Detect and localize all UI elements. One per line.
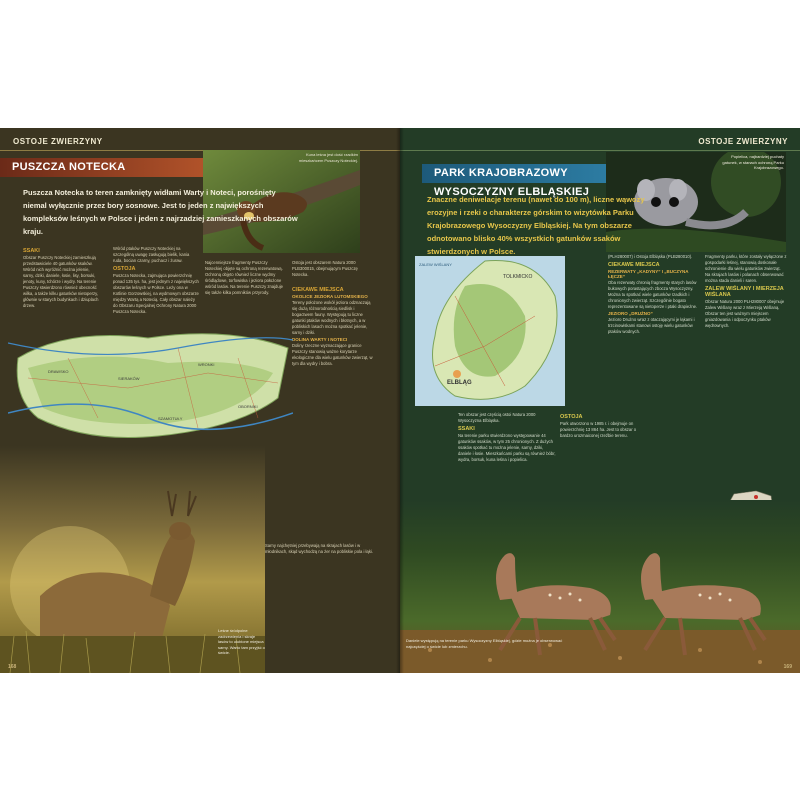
paragraph: Jezioro Drużno wraz z otaczającymi je łąkami i trzcinowiskami stanowi ostoję wielu gatunków ptaków wodnych. bbox=[608, 317, 695, 334]
paragraph: Ten obszar jest częścią ostoi Natura 2000 Wysoczyzna Elbląska. bbox=[458, 412, 536, 423]
fallow-deer-caption: Daniele występują na terenie parku Wysoczyzny Elbląskiej, gdzie można je obserwować najczęściej o świcie lub zmierzchu. bbox=[406, 638, 563, 649]
lead-paragraph-right: Znaczne deniwelacje terenu (nawet do 100 m), liczne wąwozy erozyjne i rzeki o charakterze górskim to wizytówka Parku Krajobrazowego Wysoczyzny Elbląskiej. Na tym obszarze odnotowano blisko 40% wszystkich gatunków ssaków stwierdzonych w Polsce. bbox=[427, 195, 645, 256]
text-column-5 bbox=[265, 543, 375, 653]
map-label: WRONKI bbox=[198, 362, 215, 367]
paragraph: Na terenie parku stwierdzono występowanie 44 gatunków ssaków, w tym 25 chronionych. Z dużych ssaków spotkać tu można jelenie, sarny, dziki, daniele i łosie. Mieszkańcami parku są również bóbr, wydra, borsuk, kuna leśna i popielica. bbox=[458, 433, 556, 462]
city-marker bbox=[453, 370, 461, 378]
paragraph: Oba rezerwaty chronią fragmenty starych lasów bukowych porastających zbocza Wysoczyzny. Można tu spotkać wiele gatunków rzadkich i chronionych zwierząt. Szczególnie bogato reprezentowane są nietoperze i ptaki drapieżne. bbox=[608, 280, 698, 309]
page-number-left: 168 bbox=[8, 664, 17, 670]
location-marker bbox=[754, 495, 758, 499]
map-label: ZALEW WIŚLANY bbox=[419, 262, 452, 267]
paragraph: (PLH280007) i Ostoja Elbląska (PLB280010). bbox=[608, 254, 693, 259]
map-label: DRAWSKO bbox=[48, 369, 69, 374]
map-label: OBORNIKI bbox=[238, 404, 258, 409]
map-label: ELBLĄG bbox=[447, 380, 472, 386]
page-number-right: 169 bbox=[783, 664, 792, 670]
subheading-zalew: ZALEW WIŚLANY I MIERZEJA WIŚLANA bbox=[705, 286, 784, 298]
text-column-3 bbox=[205, 260, 285, 310]
map-puszcza-notecka bbox=[8, 318, 293, 448]
map-label: SIERAKÓW bbox=[118, 376, 140, 381]
subheading-ostoja: OSTOJA bbox=[113, 266, 136, 272]
map-wysoczyzna-elblaska bbox=[415, 256, 565, 406]
paragraph: Najcenniejsze fragmenty Puszczy Noteckiej objęte są ochroną rezerwatową. Ochroną objęto również liczne wydmy śródlądowe, torfowiska i jeziora położone wśród lasów. Na terenie Puszczy znajduje się także kilka pomników przyrody. bbox=[205, 260, 283, 295]
section-label-right: OSTOJE ZWIERZYNY bbox=[698, 137, 788, 146]
right-page bbox=[400, 128, 800, 673]
paragraph: Obszar Puszczy Noteckiej zamieszkują przedstawiciele 40 gatunków ssaków. Wśród nich wyróżnić można jelenie, sarny, dziki, daniele, łosie, lisy, borsuki, jenoty, kuny, tchórze i wydry. Na terenie Puszczy stwierdzono również obecność wilka, a także kilku gatunków nietoperzy, głównie w starych budynkach i dziuplach drzew. bbox=[23, 255, 99, 308]
paragraph: Fragmenty parku, które zostały wyłączone z gospodarki leśnej, stanowią doskonałe schronienie dla wielu gatunków zwierząt. Na skrajach lasów i polanach obserwować można stada danieli i saren. bbox=[705, 254, 787, 283]
text-column-4 bbox=[292, 285, 374, 435]
marten-caption: Kuna leśna jest dość rzadkim mieszkańcem Puszczy Noteckiej. bbox=[298, 152, 358, 163]
magazine-spread bbox=[0, 128, 800, 673]
page-title-left: PUSZCZA NOTECKA bbox=[0, 158, 207, 177]
subheading-ostoja: OSTOJA bbox=[560, 414, 583, 420]
paragraph: Park utworzono w 1985 r. i obejmuje on powierzchnię 13 864 ha. Jest to obszar o bardzo urozmaiconej rzeźbie terenu. bbox=[560, 421, 637, 438]
minor-heading: DOLINA WARTY I NOTECI bbox=[292, 337, 348, 342]
minor-heading: OKOLICE JEZIORA LUTOMSKIEGO bbox=[292, 294, 368, 299]
paragraph: Wśród ptaków Puszczy Noteckiej na szczególną uwagę zasługują bielik, kania ruda, bocian czarny, puchacz i żuraw. bbox=[113, 246, 190, 263]
page-title-right: PARK KRAJOBRAZOWY WYSOCZYZNY ELBLĄSKIEJ bbox=[422, 164, 624, 183]
paragraph: Ostoja jest obszarem Natura 2000 PLB300015, obejmującym Puszczę Notecką. bbox=[292, 260, 358, 276]
subheading-ssaki: SSAKI bbox=[458, 426, 475, 432]
section-label-left: OSTOJE ZWIERZYNY bbox=[13, 137, 103, 146]
paragraph: Obszar Natura 2000 PLH280007 obejmuje Zalew Wiślany wraz z Mierzeją Wiślaną. Obszar ten jest ważnym miejscem gniazdowania i odpoczynku ptaków wędrownych. bbox=[705, 299, 785, 328]
left-page bbox=[0, 128, 400, 673]
map-label: TOLKMICKO bbox=[503, 274, 533, 280]
dormouse-caption: Popielica, najbardziej puchaty gatunek, w stanach ochroną Parku Krajobrazowego. bbox=[722, 154, 784, 170]
subheading-ciekawe: CIEKAWE MIEJSCA bbox=[608, 262, 660, 268]
lead-paragraph-left: Puszcza Notecka to teren zamknięty widłami Warty i Noteci, porośnięty niemal wyłącznie przez bory sosnowe. Jest to jeden z największych kompleksów leśnych w Polsce i jeden z najrzadziej zamieszkanych obszarów kraju. bbox=[23, 188, 298, 236]
subheading-ssaki: SSAKI bbox=[23, 248, 40, 254]
paragraph: Sarny najchętniej przebywają na skrajach lasów i w młodnikach, skąd wychodzą na żer na pobliskie pola i łąki. bbox=[265, 543, 374, 554]
spread-gutter bbox=[396, 128, 404, 673]
top-rule-right bbox=[400, 150, 800, 151]
paragraph: Tereny położone wokół jeziora odznaczają się dużą różnorodnością siedlisk i bogactwem fauny. Występują tu liczne gatunki ptaków wodnych i błotnych, a w pobliskich lasach można spotkać jelenie, sarny i dziki. bbox=[292, 300, 371, 335]
roe-deer-caption: Leśne śródpolne zadrzewienia i skraje lasów to ulubione miejsca sarny. Warto tam przyjść o świcie. bbox=[218, 628, 265, 655]
minor-heading: JEZIORO „DRUŻNO” bbox=[608, 311, 653, 316]
subheading-ciekawe: CIEKAWE MIEJSCA bbox=[292, 287, 344, 293]
paragraph: Doliny rzeczne wyznaczające granice Puszczy stanowią ważne korytarze ekologiczne dla wielu gatunków zwierząt, w tym dla wydry i bobra. bbox=[292, 343, 373, 366]
paragraph: Puszcza Notecka, zajmująca powierzchnię ponad 135 tys. ha, jest jednym z największych obszarów leśnych w Polsce. Leży ona w Kotlinie Gorzowskiej, na wydmowym obszarze między Wartą a Notecią. Cały obszar należy do Obszaru Specjalnej Ochrony Natura 2000 Puszcza Notecka. bbox=[113, 273, 199, 314]
minor-heading: REZERWATY „KADYNY” I „BUCZYNA ŁĘCZE” bbox=[608, 269, 689, 279]
map-label: SZAMOTUŁY bbox=[158, 416, 183, 421]
text-column-4-intro bbox=[292, 260, 372, 276]
